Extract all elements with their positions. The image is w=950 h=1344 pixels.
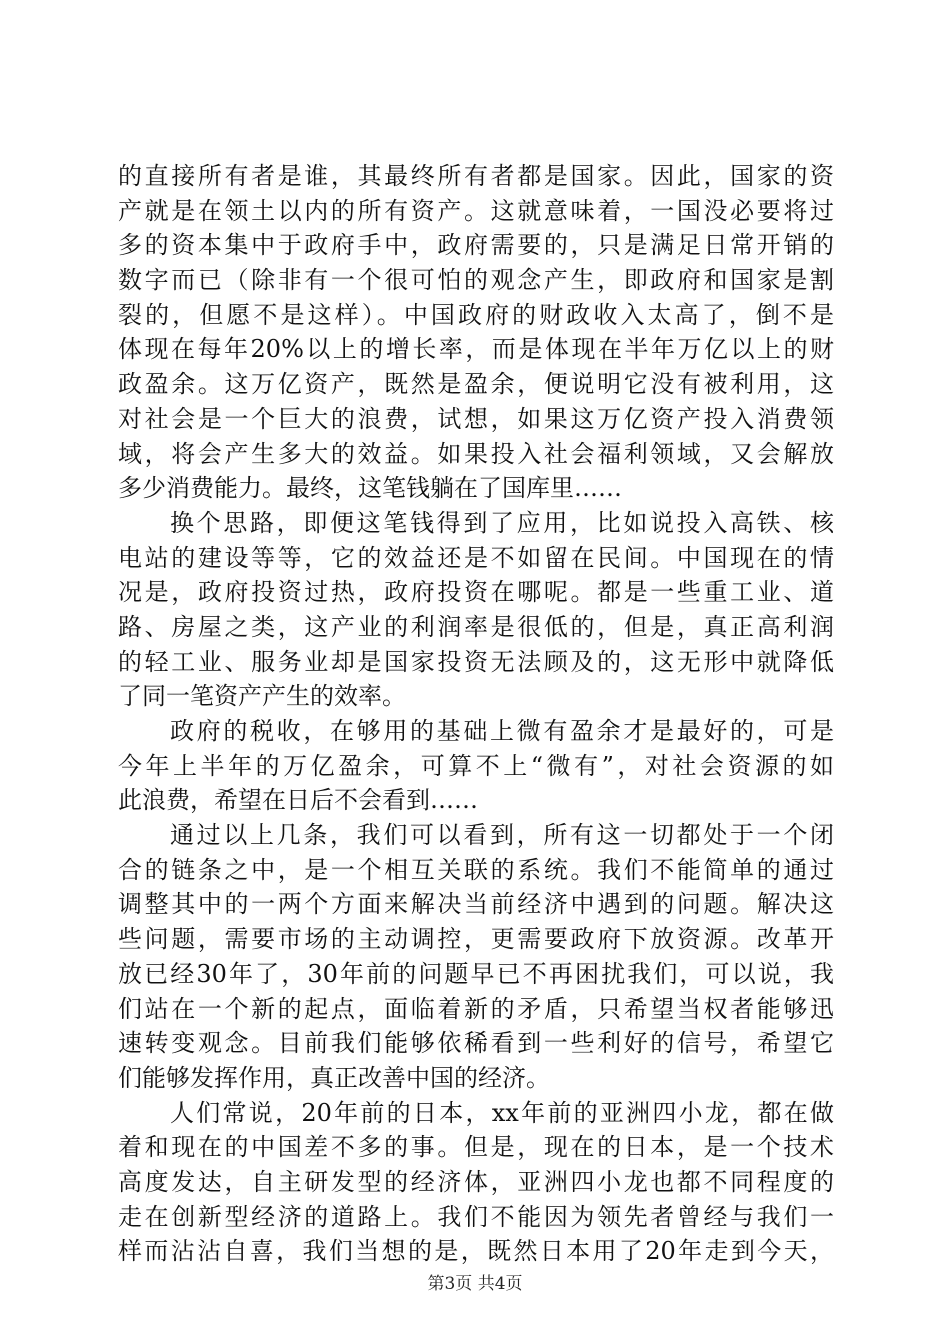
text-line: 们能够发挥作用，真正改善中国的经济。 (118, 1063, 550, 1092)
text-line: 裂的，但愿不是这样）。中国政府的财政收入太高了，倒不是 (118, 300, 834, 329)
text-line: 了同一笔资产产生的效率。 (118, 682, 406, 711)
text-line: 高度发达，自主研发型的经济体，亚洲四小龙也都不同程度的 (118, 1167, 834, 1196)
text-line: 些问题，需要市场的主动调控，更需要政府下放资源。改革开 (118, 925, 834, 954)
text-line: 域，将会产生多大的效益。如果投入社会福利领域，又会解放 (118, 439, 834, 468)
text-line: 路、房屋之类，这产业的利润率是很低的，但是，真正高利润 (118, 612, 834, 641)
text-line: 调整其中的一两个方面来解决当前经济中遇到的问题。解决这 (118, 890, 834, 919)
text-line: 速转变观念。目前我们能够依稀看到一些利好的信号，希望它 (118, 1029, 834, 1058)
page-number-footer: 第3页 共4页 (427, 1274, 523, 1294)
text-line: 样而沾沾自喜，我们当想的是，既然日本用了20年走到今天， (118, 1237, 834, 1266)
text-line: 今年上半年的万亿盈余，可算不上“微有”，对社会资源的如 (118, 751, 834, 780)
text-line: 的轻工业、服务业却是国家投资无法顾及的，这无形中就降低 (118, 647, 834, 676)
text-line: 体现在每年20%以上的增长率，而是体现在半年万亿以上的财 (118, 335, 834, 364)
text-line: 通过以上几条，我们可以看到，所有这一切都处于一个闭 (170, 821, 834, 850)
text-line: 放已经30年了，30年前的问题早已不再困扰我们，可以说，我 (118, 959, 834, 988)
text-line: 况是，政府投资过热，政府投资在哪呢。都是一些重工业、道 (118, 578, 834, 607)
text-line: 着和现在的中国差不多的事。但是，现在的日本，是一个技术 (118, 1133, 834, 1162)
text-line: 对社会是一个巨大的浪费，试想，如果这万亿资产投入消费领 (118, 404, 834, 433)
text-line: 产就是在领土以内的所有资产。这就意味着，一国没必要将过 (118, 196, 834, 225)
text-line: 电站的建设等等，它的效益还是不如留在民间。中国现在的情 (118, 543, 834, 572)
text-line: 数字而已（除非有一个很可怕的观念产生，即政府和国家是割 (118, 266, 834, 295)
text-line: 的直接所有者是谁，其最终所有者都是国家。因此，国家的资 (118, 162, 834, 190)
text-line: 政府的税收，在够用的基础上微有盈余才是最好的，可是 (170, 717, 834, 745)
body-text (118, 159, 834, 1269)
text-line: 换个思路，即便这笔钱得到了应用，比如说投入高铁、核 (170, 508, 834, 537)
text-line: 人们常说，20年前的日本，xx年前的亚洲四小龙，都在做 (170, 1098, 834, 1127)
text-line: 们站在一个新的起点，面临着新的矛盾，只希望当权者能够迅 (118, 994, 834, 1023)
text-line: 走在创新型经济的道路上。我们不能因为领先者曾经与我们一 (118, 1202, 834, 1231)
text-line: 多少消费能力。最终，这笔钱躺在了国库里…… (118, 474, 622, 503)
text-line: 政盈余。这万亿资产，既然是盈余，便说明它没有被利用，这 (118, 370, 834, 399)
text-line: 多的资本集中于政府手中，政府需要的，只是满足日常开销的 (118, 231, 834, 260)
text-line: 合的链条之中，是一个相互关联的系统。我们不能简单的通过 (118, 855, 834, 884)
text-line: 此浪费，希望在日后不会看到…… (118, 786, 478, 815)
